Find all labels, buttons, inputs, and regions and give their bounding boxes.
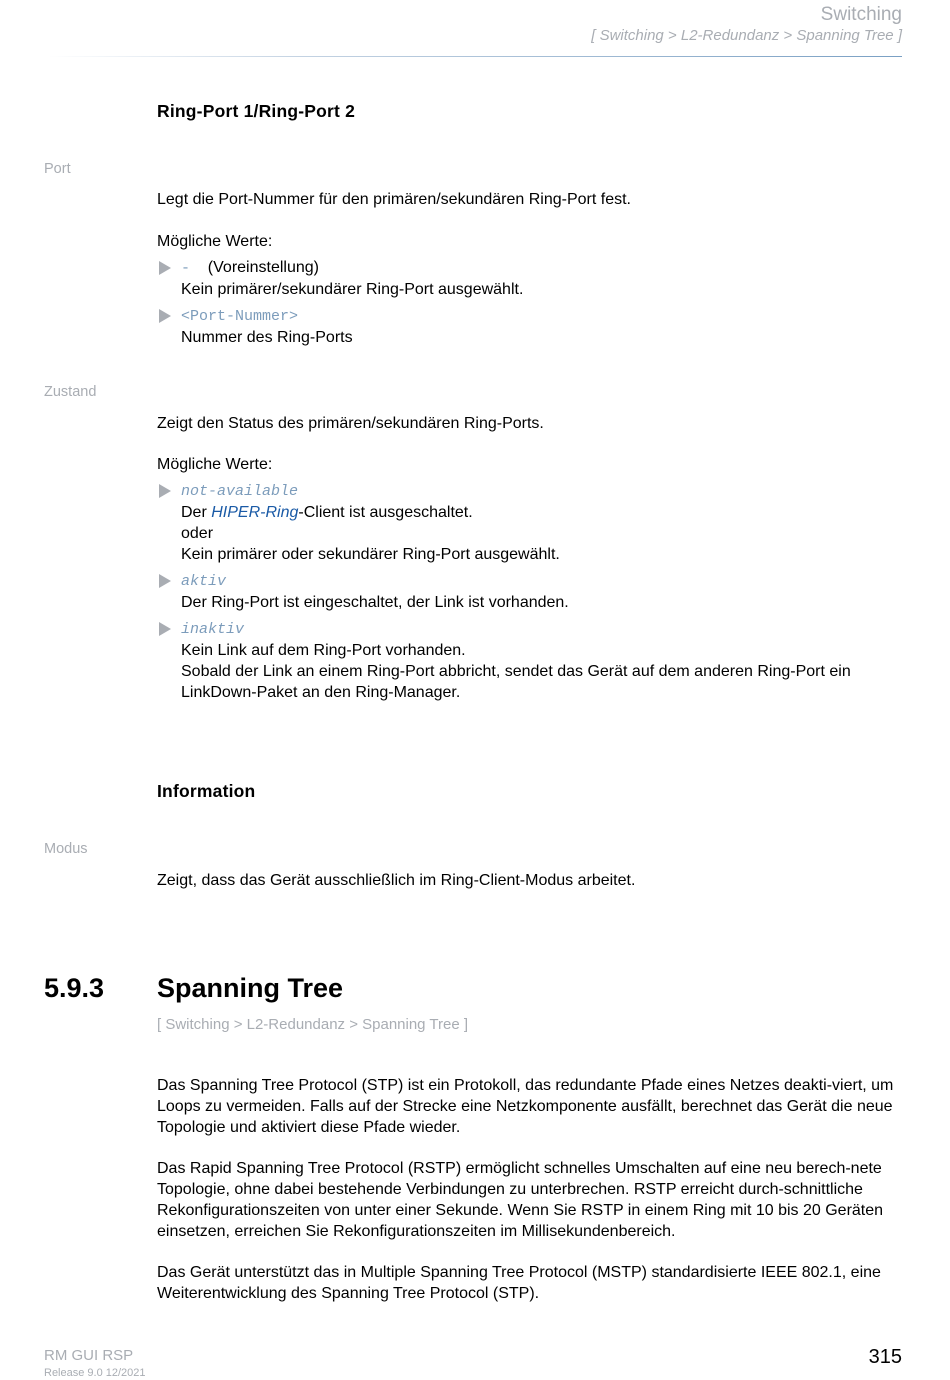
- zustand-description: Zeigt den Status des primären/sekundären Ring-Ports.: [157, 415, 544, 432]
- running-header-title: Switching: [820, 4, 902, 25]
- paragraph-stp: Das Spanning Tree Protocol (STP) ist ein Protokoll, das redundante Pfade eines Netzes deakti-viert, um Loops zu vermeiden. Falls auf der Strecke eine Netzkomponente ausfällt, berechnet das Gerät die neue Topologie und aktiviert diese Pfade wieder.: [157, 1077, 894, 1136]
- port-option-number-desc: Nummer des Ring-Ports: [181, 329, 353, 346]
- chapter-number: 5.9.3: [44, 973, 105, 1003]
- port-values-label: Mögliche Werte:: [157, 233, 273, 250]
- list-item: [157, 257, 905, 300]
- page-number: 315: [868, 1346, 902, 1368]
- list-item: [157, 570, 905, 613]
- zustand-option-not-available-code: not-available: [181, 483, 299, 500]
- zustand-option-text-pre: Der: [181, 504, 212, 521]
- paragraph-rstp: Das Rapid Spanning Tree Protocol (RSTP) ermöglicht schnelles Umschalten auf eine neu berech-nete Topologie, ohne dabei bestehende Verbindungen zu unterbrechen. RSTP erreicht durch-schnittliche Rekonfigurationszeiten von unter einer Sekunde. Wenn Sie RSTP in einem Ring mit 10 bis 20 Geräten einsetzen, erreichen Sie Rekonfigurationszeiten im Millisekundenbereich.: [157, 1160, 884, 1240]
- zustand-option-text-post: -Client ist ausgeschaltet.: [298, 504, 473, 521]
- running-header-path: [ Switching > L2-Redundanz > Spanning Tree ]: [591, 27, 902, 44]
- chapter-menu-path: [ Switching > L2-Redundanz > Spanning Tree ]: [157, 1016, 469, 1033]
- zustand-values-list: [157, 480, 905, 703]
- zustand-label: Zustand: [44, 384, 97, 400]
- information-heading: Information: [157, 781, 256, 801]
- zustand-option-aktiv-code: aktiv: [181, 573, 227, 590]
- zustand-option-inaktiv-line2: Sobald der Link an einem Ring-Port abbricht, sendet das Gerät auf dem anderen Ring-Port ein LinkDown-Paket an den Ring-Manager.: [181, 663, 851, 701]
- zustand-option-aktiv-desc: Der Ring-Port ist eingeschaltet, der Link ist vorhanden.: [181, 594, 569, 611]
- port-values-list: [157, 257, 905, 348]
- list-item: [157, 305, 905, 348]
- paragraph-mstp: Das Gerät unterstützt das in Multiple Spanning Tree Protocol (MSTP) standardisierte IEEE 802.1, eine Weiterentwicklung des Spanning Tree Protocol (STP).: [157, 1264, 881, 1302]
- zustand-values-label: Mögliche Werte:: [157, 456, 273, 473]
- footer-release: Release 9.0 12/2021: [44, 1367, 146, 1379]
- port-option-default-suffix: (Voreinstellung): [207, 259, 319, 276]
- port-description: Legt die Port-Nummer für den primären/sekundären Ring-Port fest.: [157, 191, 631, 208]
- port-label: Port: [44, 161, 71, 177]
- list-item: [157, 618, 905, 703]
- chapter-body: [157, 1075, 907, 1304]
- bullet-triangle-icon: [159, 309, 171, 323]
- port-option-number-code: <Port-Nummer>: [181, 308, 299, 325]
- bullet-triangle-icon: [159, 574, 171, 588]
- chapter-title: Spanning Tree: [157, 973, 344, 1003]
- modus-description: Zeigt, dass das Gerät ausschließlich im Ring-Client-Modus arbeitet.: [157, 872, 636, 889]
- zustand-description-block: [157, 413, 905, 708]
- modus-label: Modus: [44, 841, 88, 857]
- port-description-block: [157, 189, 905, 353]
- zustand-option-or: oder: [181, 525, 214, 542]
- zustand-option-inaktiv-code: inaktiv: [181, 621, 245, 638]
- bullet-triangle-icon: [159, 484, 171, 498]
- zustand-option-line3: Kein primärer oder sekundärer Ring-Port ausgewählt.: [181, 546, 560, 563]
- port-option-default-desc: Kein primärer/sekundärer Ring-Port ausgewählt.: [181, 281, 524, 298]
- bullet-triangle-icon: [159, 622, 171, 636]
- list-item: [157, 480, 905, 565]
- zustand-option-inaktiv-line1: Kein Link auf dem Ring-Port vorhanden.: [181, 642, 466, 659]
- ringport-heading: Ring-Port 1/Ring-Port 2: [157, 101, 356, 121]
- bullet-triangle-icon: [159, 261, 171, 275]
- hiper-ring-link[interactable]: HIPER-Ring: [211, 504, 299, 521]
- footer-document-name: RM GUI RSP: [44, 1347, 134, 1364]
- header-divider: [48, 56, 902, 57]
- port-option-default-code: -: [181, 260, 191, 277]
